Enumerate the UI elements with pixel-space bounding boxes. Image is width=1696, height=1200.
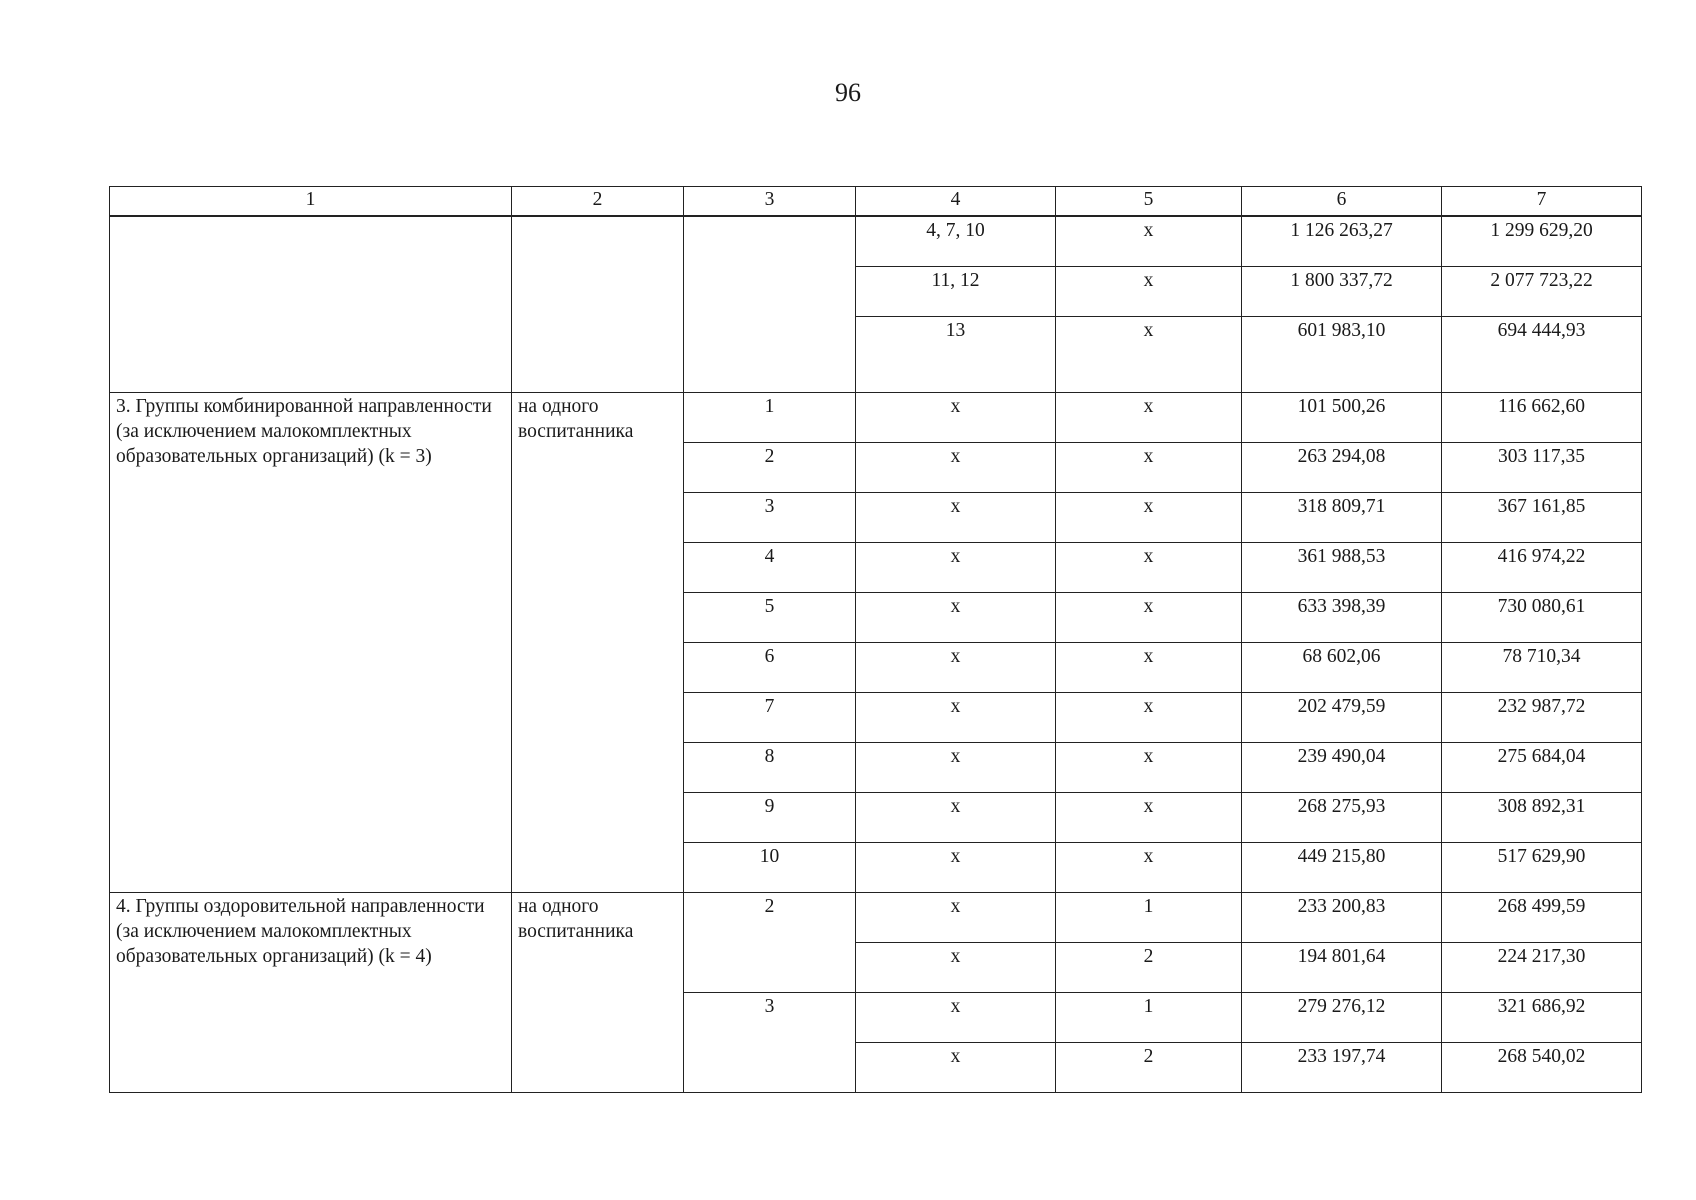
cell: x — [856, 743, 1056, 793]
cell: 224 217,30 — [1442, 943, 1642, 993]
cell: x — [1056, 443, 1242, 493]
cell: 2 — [684, 893, 856, 993]
cell: 1 800 337,72 — [1242, 267, 1442, 317]
group-unit: на одного воспитанника — [512, 393, 684, 893]
cell: x — [1056, 743, 1242, 793]
cell: x — [856, 793, 1056, 843]
group-unit: на одного воспитанника — [512, 893, 684, 1093]
cell: x — [1056, 793, 1242, 843]
cell: 1 — [1056, 893, 1242, 943]
cell: x — [856, 393, 1056, 443]
cell: 2 — [1056, 1043, 1242, 1093]
cell: 517 629,90 — [1442, 843, 1642, 893]
table-row — [110, 216, 1642, 267]
column-header: 1 — [110, 187, 512, 217]
cell: 13 — [856, 317, 1056, 393]
cell: x — [1056, 493, 1242, 543]
column-header: 2 — [512, 187, 684, 217]
cell: 7 — [684, 693, 856, 743]
cell: 279 276,12 — [1242, 993, 1442, 1043]
cell: 239 490,04 — [1242, 743, 1442, 793]
cell: 233 197,74 — [1242, 1043, 1442, 1093]
col3-cell-empty — [684, 216, 856, 393]
cell: x — [1056, 593, 1242, 643]
cell: 601 983,10 — [1242, 317, 1442, 393]
cell: x — [1056, 693, 1242, 743]
cell: x — [1056, 216, 1242, 267]
cell: 8 — [684, 743, 856, 793]
cell: 11, 12 — [856, 267, 1056, 317]
page-number: 96 — [835, 78, 861, 107]
cell: 1 126 263,27 — [1242, 216, 1442, 267]
cell: 367 161,85 — [1442, 493, 1642, 543]
cell: 633 398,39 — [1242, 593, 1442, 643]
cell: 308 892,31 — [1442, 793, 1642, 843]
cell: 10 — [684, 843, 856, 893]
cell: 1 299 629,20 — [1442, 216, 1642, 267]
cell: 9 — [684, 793, 856, 843]
cell: x — [856, 843, 1056, 893]
cell: 263 294,08 — [1242, 443, 1442, 493]
cell: x — [1056, 643, 1242, 693]
cell: x — [856, 493, 1056, 543]
cell: 116 662,60 — [1442, 393, 1642, 443]
table-row — [110, 393, 1642, 443]
unit-cell-empty — [512, 216, 684, 393]
cell: 101 500,26 — [1242, 393, 1442, 443]
cell: 6 — [684, 643, 856, 693]
cell: 4, 7, 10 — [856, 216, 1056, 267]
cell: 4 — [684, 543, 856, 593]
cell: x — [856, 693, 1056, 743]
cell: 3 — [684, 993, 856, 1093]
cell: 202 479,59 — [1242, 693, 1442, 743]
cell: x — [856, 543, 1056, 593]
cell: 321 686,92 — [1442, 993, 1642, 1043]
cell: 68 602,06 — [1242, 643, 1442, 693]
cell: 2 077 723,22 — [1442, 267, 1642, 317]
group-description: 3. Группы комбинированной направленности (за исключением малокомплектных образовательных организаций) (k = 3) — [110, 393, 512, 893]
cell: x — [1056, 267, 1242, 317]
cell: x — [856, 993, 1056, 1043]
cell: x — [856, 593, 1056, 643]
cell: x — [856, 643, 1056, 693]
tariff-table — [109, 186, 1642, 1093]
table-row — [110, 893, 1642, 943]
cell: 3 — [684, 493, 856, 543]
cell: x — [856, 893, 1056, 943]
cell: 275 684,04 — [1442, 743, 1642, 793]
cell: 233 200,83 — [1242, 893, 1442, 943]
cell: 361 988,53 — [1242, 543, 1442, 593]
cell: 5 — [684, 593, 856, 643]
cell: 1 — [684, 393, 856, 443]
cell: 232 987,72 — [1442, 693, 1642, 743]
cell: 268 499,59 — [1442, 893, 1642, 943]
cell: 194 801,64 — [1242, 943, 1442, 993]
cell: 1 — [1056, 993, 1242, 1043]
cell: x — [1056, 317, 1242, 393]
column-header: 7 — [1442, 187, 1642, 217]
table-header-row — [110, 187, 1642, 217]
cell: 268 540,02 — [1442, 1043, 1642, 1093]
cell: 416 974,22 — [1442, 543, 1642, 593]
column-header: 4 — [856, 187, 1056, 217]
cell: x — [1056, 543, 1242, 593]
cell: 2 — [684, 443, 856, 493]
cell: x — [1056, 393, 1242, 443]
cell: 268 275,93 — [1242, 793, 1442, 843]
cell: 694 444,93 — [1442, 317, 1642, 393]
column-header: 5 — [1056, 187, 1242, 217]
cell: 318 809,71 — [1242, 493, 1442, 543]
cell: 78 710,34 — [1442, 643, 1642, 693]
cell: x — [856, 443, 1056, 493]
column-header: 3 — [684, 187, 856, 217]
cell: x — [1056, 843, 1242, 893]
cell: 449 215,80 — [1242, 843, 1442, 893]
column-header: 6 — [1242, 187, 1442, 217]
cell: x — [856, 1043, 1056, 1093]
cell: x — [856, 943, 1056, 993]
cell: 2 — [1056, 943, 1242, 993]
cell: 730 080,61 — [1442, 593, 1642, 643]
description-cell-empty — [110, 216, 512, 393]
group-description: 4. Группы оздоровительной направленности (за исключением малокомплектных образовательных организаций) (k = 4) — [110, 893, 512, 1093]
cell: 303 117,35 — [1442, 443, 1642, 493]
